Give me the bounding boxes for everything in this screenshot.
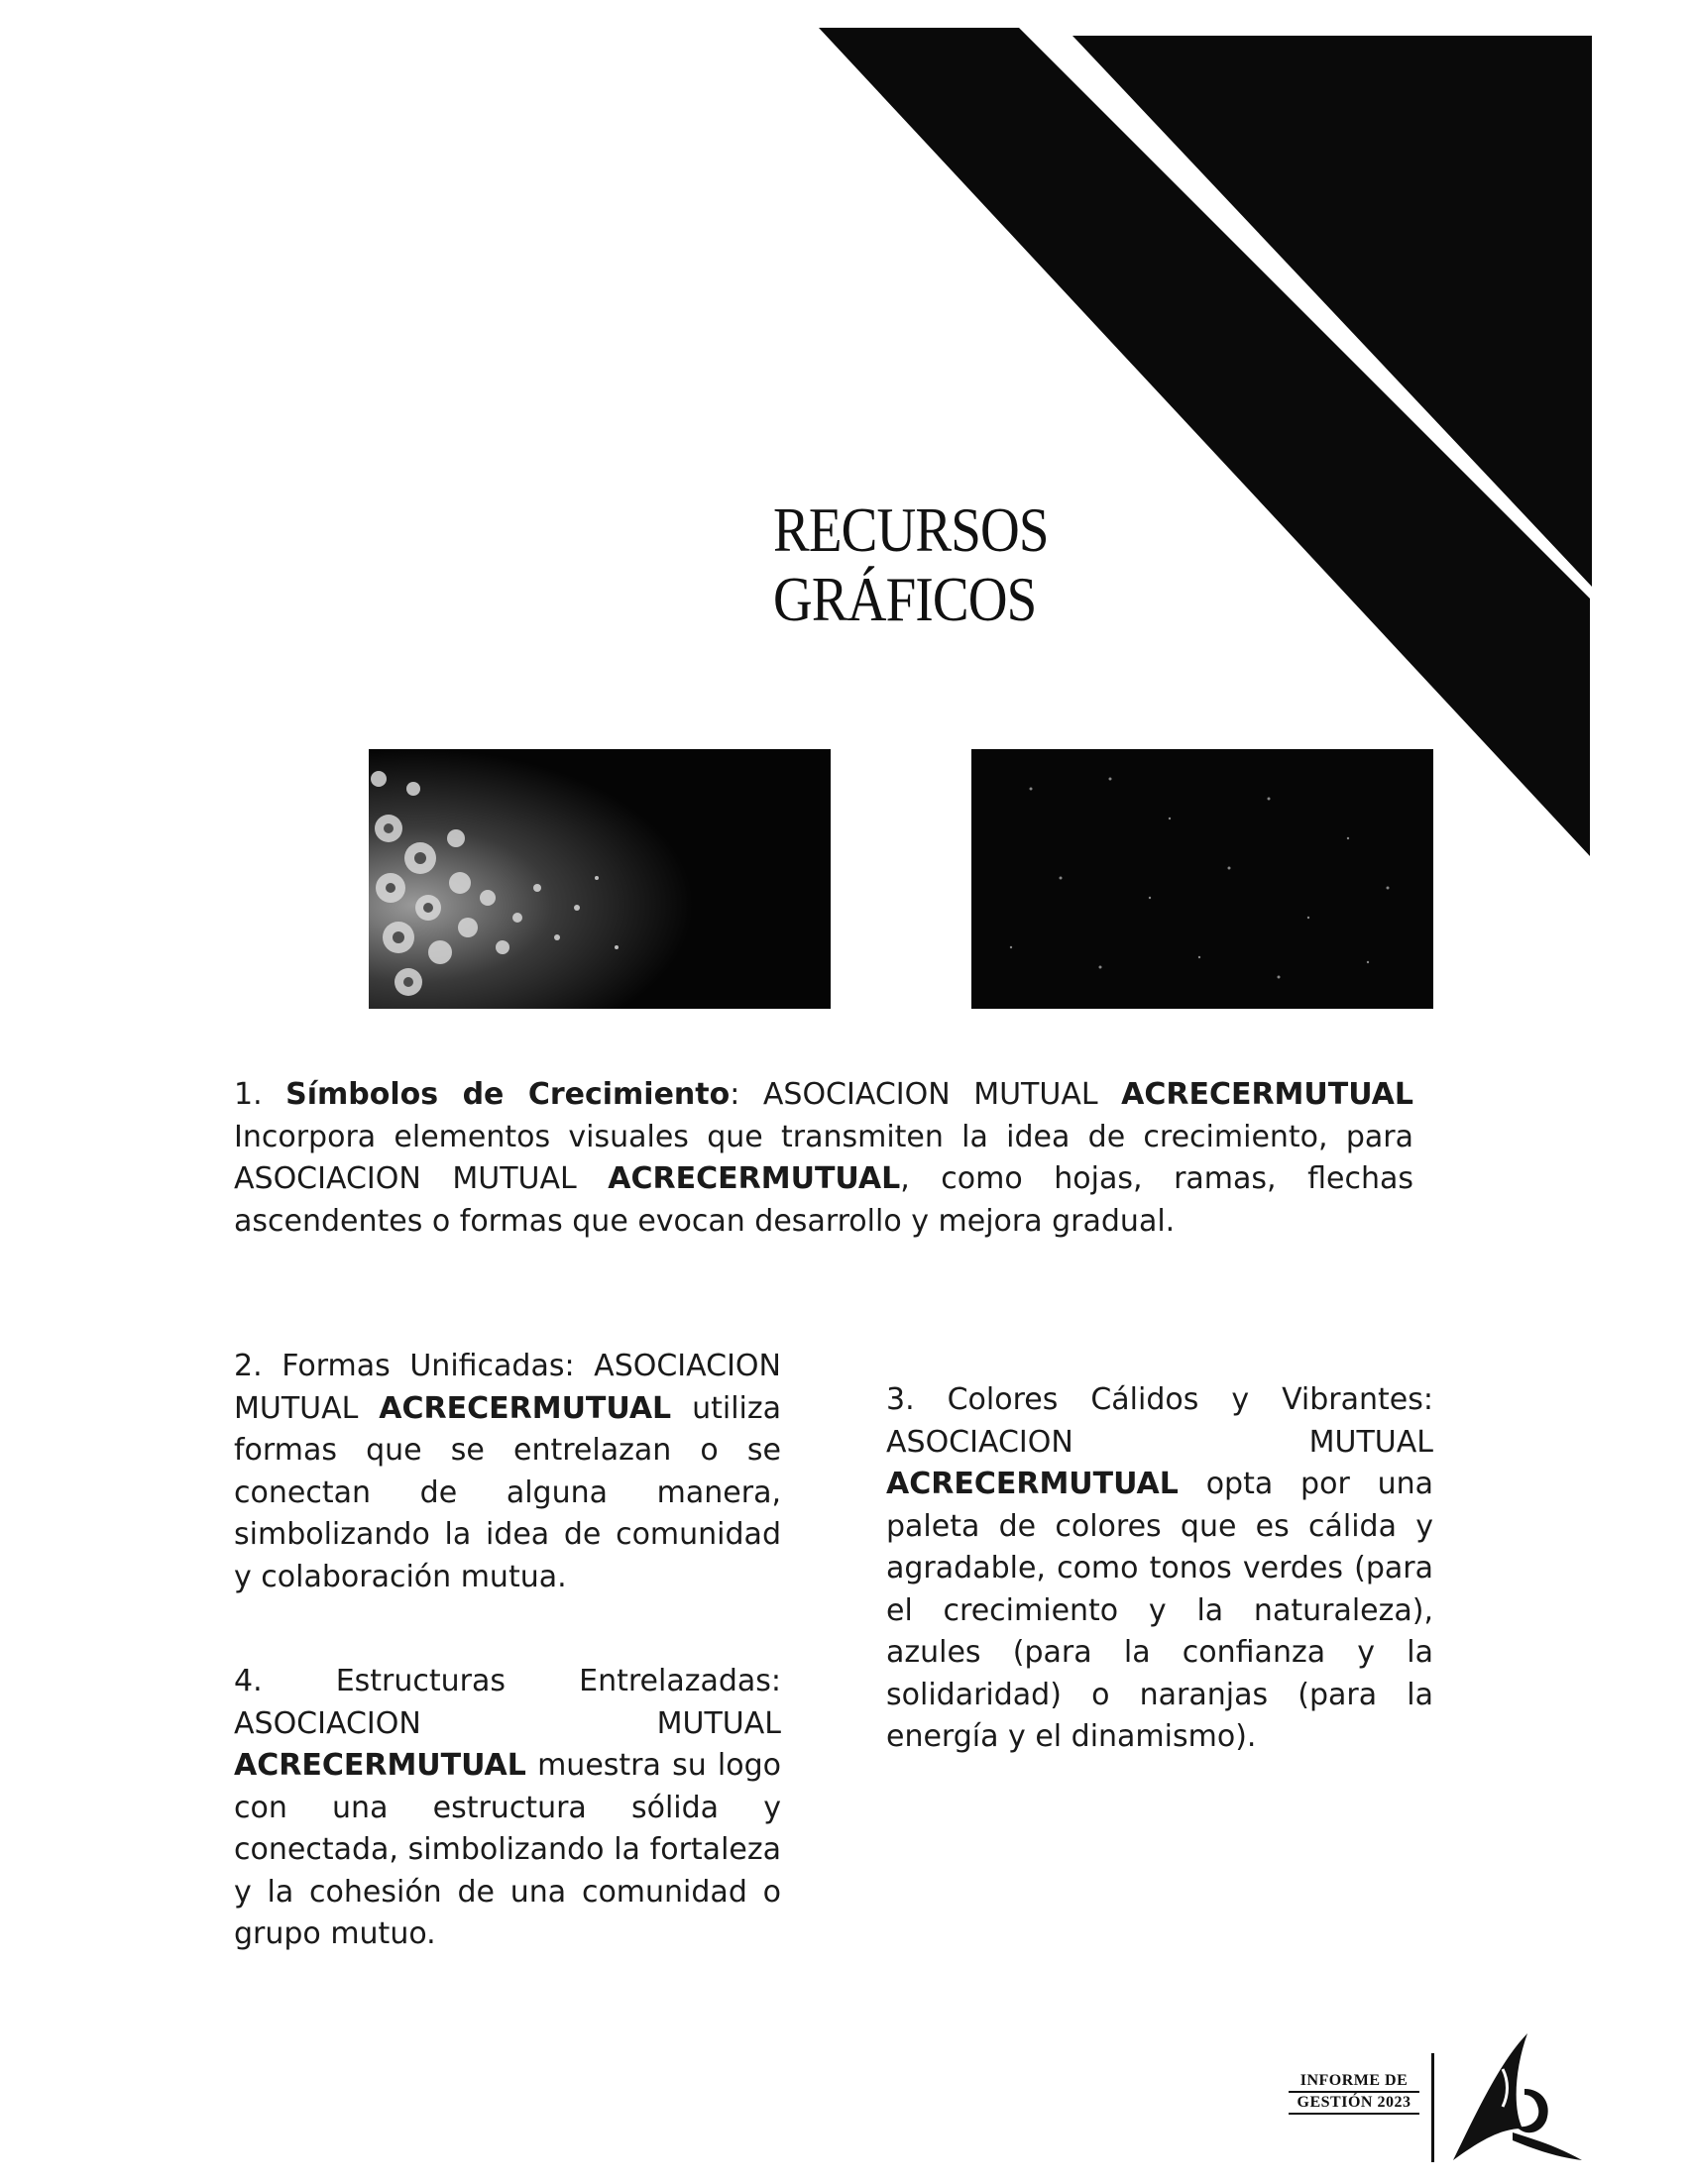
section-4-text-b: muestra su logo con una estructura sólida y conectada, simbolizando la fortaleza y la cohesión de una comunidad o grupo mutuo. [234, 1748, 781, 1951]
section-3-text-a: 3. Colores Cálidos y Vibrantes: ASOCIACION MUTUAL [886, 1382, 1433, 1460]
section-2-text-a: 2. Formas Unificadas: ASOCIACION MUTUAL [234, 1349, 781, 1426]
section-3-brand: ACRECERMUTUAL [886, 1467, 1179, 1501]
section-3-paragraph [886, 1379, 1433, 1759]
section-4-brand: ACRECERMUTUAL [234, 1748, 526, 1783]
section-1-heading: Símbolos de Crecimiento [285, 1077, 731, 1112]
section-3-text-b: opta por una paleta de colores que es cálida y agradable, como tonos verdes (para el crecimiento y la naturaleza), azules (para la confianza y la solidaridad) o naranjas (para la energía y el dinamismo). [886, 1467, 1433, 1754]
footer-divider [1431, 2053, 1434, 2162]
section-1-brand-2: ACRECERMUTUAL [608, 1161, 901, 1196]
section-1-text-b: Incorpora elementos visuales que transmiten la idea de crecimiento, para ASOCIACION MUTUAL [234, 1119, 1413, 1196]
section-2-text-b: utiliza formas que se entrelazan o se conectan de alguna manera, simbolizando la idea de comunidad y colaboración mutua. [234, 1390, 781, 1594]
section-2-paragraph [234, 1346, 781, 1598]
section-2-brand: ACRECERMUTUAL [379, 1390, 672, 1426]
growth-texture-graphic [369, 749, 831, 1009]
section-1-text-c: , como hojas, ramas, flechas ascendentes o formas que evocan desarrollo y mejora gradual. [234, 1161, 1413, 1239]
section-4-paragraph [234, 1661, 781, 1956]
section-1-brand-1: ACRECERMUTUAL [1121, 1077, 1413, 1112]
title-line-2: GRÁFICOS [773, 564, 1037, 634]
dark-dotted-photo [971, 749, 1433, 1009]
title-line-1: RECURSOS [773, 494, 1049, 565]
footer-line-1: INFORME DE [1289, 2071, 1419, 2093]
dark-speck-graphic [971, 749, 1433, 1009]
diagonal-decoration [0, 0, 1692, 892]
section-1-paragraph [234, 1074, 1413, 1243]
section-4-text-a: 4. Estructuras Entrelazadas: ASOCIACION MUTUAL [234, 1664, 781, 1741]
section-1-number: 1. [234, 1077, 263, 1112]
footer-report-label [1289, 2071, 1419, 2115]
growth-texture-photo [369, 749, 831, 1009]
organization-logo-icon [1443, 2029, 1582, 2168]
page-title [773, 495, 1049, 634]
footer-line-2: GESTIÓN 2023 [1289, 2093, 1419, 2115]
section-1-text-a: : ASOCIACION MUTUAL [730, 1077, 1122, 1112]
